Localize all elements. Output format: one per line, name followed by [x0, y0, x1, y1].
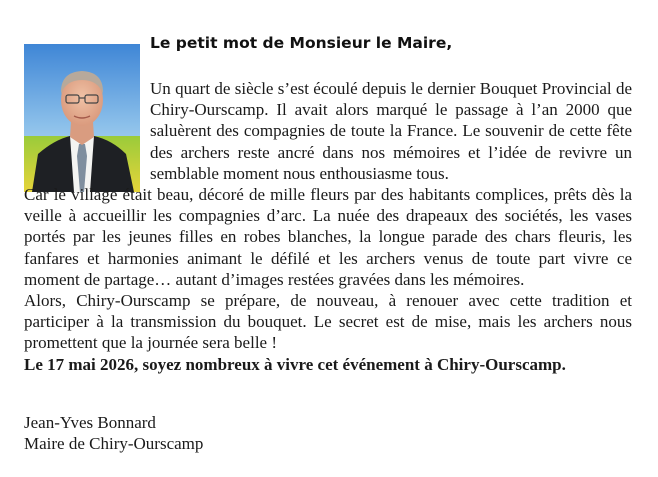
letter-heading: Le petit mot de Monsieur le Maire,	[150, 34, 453, 52]
letter-body	[24, 78, 632, 375]
paragraph-3: Alors, Chiry-Ourscamp se prépare, de nouveau, à renouer avec cette tradition et participer à la transmission du bouquet. Le secret est de mise, mais les archers nous promettent que la journée sera belle !	[24, 291, 632, 353]
paragraph-1: Un quart de siècle s’est écoulé depuis le dernier Bouquet Provincial de Chiry-Ourscamp. Il avait alors marqué le passage à l’an 2000 que saluèrent des compagnies de toute la France. Le souvenir de cette fête des archers reste ancré dans nos mémoires et l’idée de revivre un semblable moment nous enthousiasme tous.	[150, 79, 632, 183]
paragraph-2: Car le village était beau, décoré de mille fleurs par des habitants complices, prêts dès la veille à accueillir les compagnies d’arc. La nuée des drapeaux des sociétés, les vases portés par les jeunes filles en robes blanches, la longue parade des chars fleuris, les fanfares et harmonies animant le défilé et les archers venus de toute part vivre ce moment de partage… autant d’images restées gravées dans les mémoires.	[24, 185, 632, 289]
signature-block	[24, 412, 203, 454]
signature-name: Jean-Yves Bonnard	[24, 413, 156, 432]
signature-title: Maire de Chiry-Ourscamp	[24, 434, 204, 453]
event-announcement: Le 17 mai 2026, soyez nombreux à vivre cet événement à Chiry-Ourscamp.	[24, 354, 566, 374]
